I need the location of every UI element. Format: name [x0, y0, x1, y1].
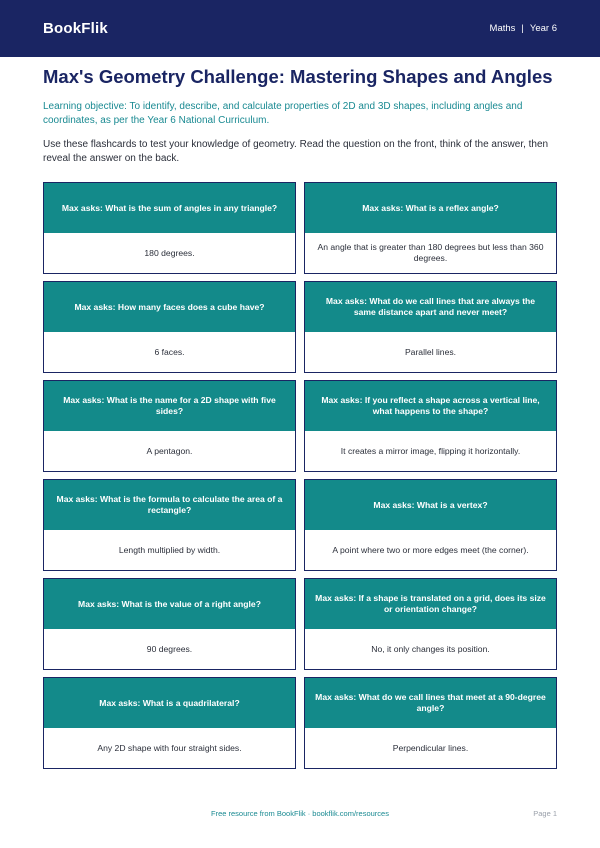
- flashcard-answer: A point where two or more edges meet (the corner).: [305, 530, 556, 570]
- footer-resource-link[interactable]: Free resource from BookFlik · bookflik.com/resources: [211, 809, 389, 818]
- flashcard-answer: Length multiplied by width.: [44, 530, 295, 570]
- site-header: [0, 0, 600, 57]
- flashcard-answer: 6 faces.: [44, 332, 295, 372]
- flashcard-answer: It creates a mirror image, flipping it horizontally.: [305, 431, 556, 471]
- flashcard[interactable]: [304, 380, 557, 472]
- learning-objective: Learning objective: To identify, describe, and calculate properties of 2D and 3D shapes, including angles and coordinates, as per the Year 6 National Curriculum.: [43, 101, 523, 126]
- flashcard[interactable]: [43, 578, 296, 670]
- page-number: Page 1: [533, 809, 557, 818]
- flashcard[interactable]: [304, 677, 557, 769]
- flashcard-question: Max asks: What is the formula to calculate the area of a rectangle?: [44, 480, 295, 530]
- flashcard-answer: Perpendicular lines.: [305, 728, 556, 768]
- flashcard[interactable]: [304, 578, 557, 670]
- flashcard-answer: 90 degrees.: [44, 629, 295, 669]
- page-title: Max's Geometry Challenge: Mastering Shapes and Angles: [43, 66, 553, 87]
- flashcard-question: Max asks: What do we call lines that are always the same distance apart and never meet?: [305, 282, 556, 332]
- flashcard-answer: 180 degrees.: [44, 233, 295, 273]
- flashcard-question: Max asks: What do we call lines that meet at a 90-degree angle?: [305, 678, 556, 728]
- flashcard-question: Max asks: What is a reflex angle?: [305, 183, 556, 233]
- flashcard[interactable]: [43, 479, 296, 571]
- flashcard-question: Max asks: What is the sum of angles in any triangle?: [44, 183, 295, 233]
- flashcard[interactable]: [304, 281, 557, 373]
- flashcard-answer: A pentagon.: [44, 431, 295, 471]
- brand-logo[interactable]: BookFlik: [43, 20, 108, 37]
- flashcard-question: Max asks: What is the name for a 2D shape with five sides?: [44, 381, 295, 431]
- flashcard-answer: Any 2D shape with four straight sides.: [44, 728, 295, 768]
- flashcard-question: Max asks: What is the value of a right angle?: [44, 579, 295, 629]
- flashcard[interactable]: [43, 281, 296, 373]
- flashcard-answer: No, it only changes its position.: [305, 629, 556, 669]
- flashcard-question: Max asks: If you reflect a shape across a vertical line, what happens to the shape?: [305, 381, 556, 431]
- year-label: Year 6: [529, 23, 557, 34]
- flashcard-grid: [43, 182, 557, 769]
- flashcard[interactable]: [304, 479, 557, 571]
- flashcard[interactable]: [43, 380, 296, 472]
- subject-label: Maths: [489, 23, 516, 34]
- flashcard-answer: Parallel lines.: [305, 332, 556, 372]
- flashcard-question: Max asks: How many faces does a cube have?: [44, 282, 295, 332]
- flashcard-question: Max asks: What is a vertex?: [305, 480, 556, 530]
- instructions: Use these flashcards to test your knowledge of geometry. Read the question on the front, think of the answer, then reveal the answer on the back.: [43, 139, 549, 164]
- flashcard[interactable]: [43, 677, 296, 769]
- flashcard[interactable]: [43, 182, 296, 274]
- subject-meta: [490, 23, 557, 34]
- flashcard-question: Max asks: If a shape is translated on a grid, does its size or orientation change?: [305, 579, 556, 629]
- meta-separator: |: [521, 23, 524, 34]
- flashcard-question: Max asks: What is a quadrilateral?: [44, 678, 295, 728]
- flashcard-answer: An angle that is greater than 180 degrees but less than 360 degrees.: [305, 233, 556, 273]
- flashcard[interactable]: [304, 182, 557, 274]
